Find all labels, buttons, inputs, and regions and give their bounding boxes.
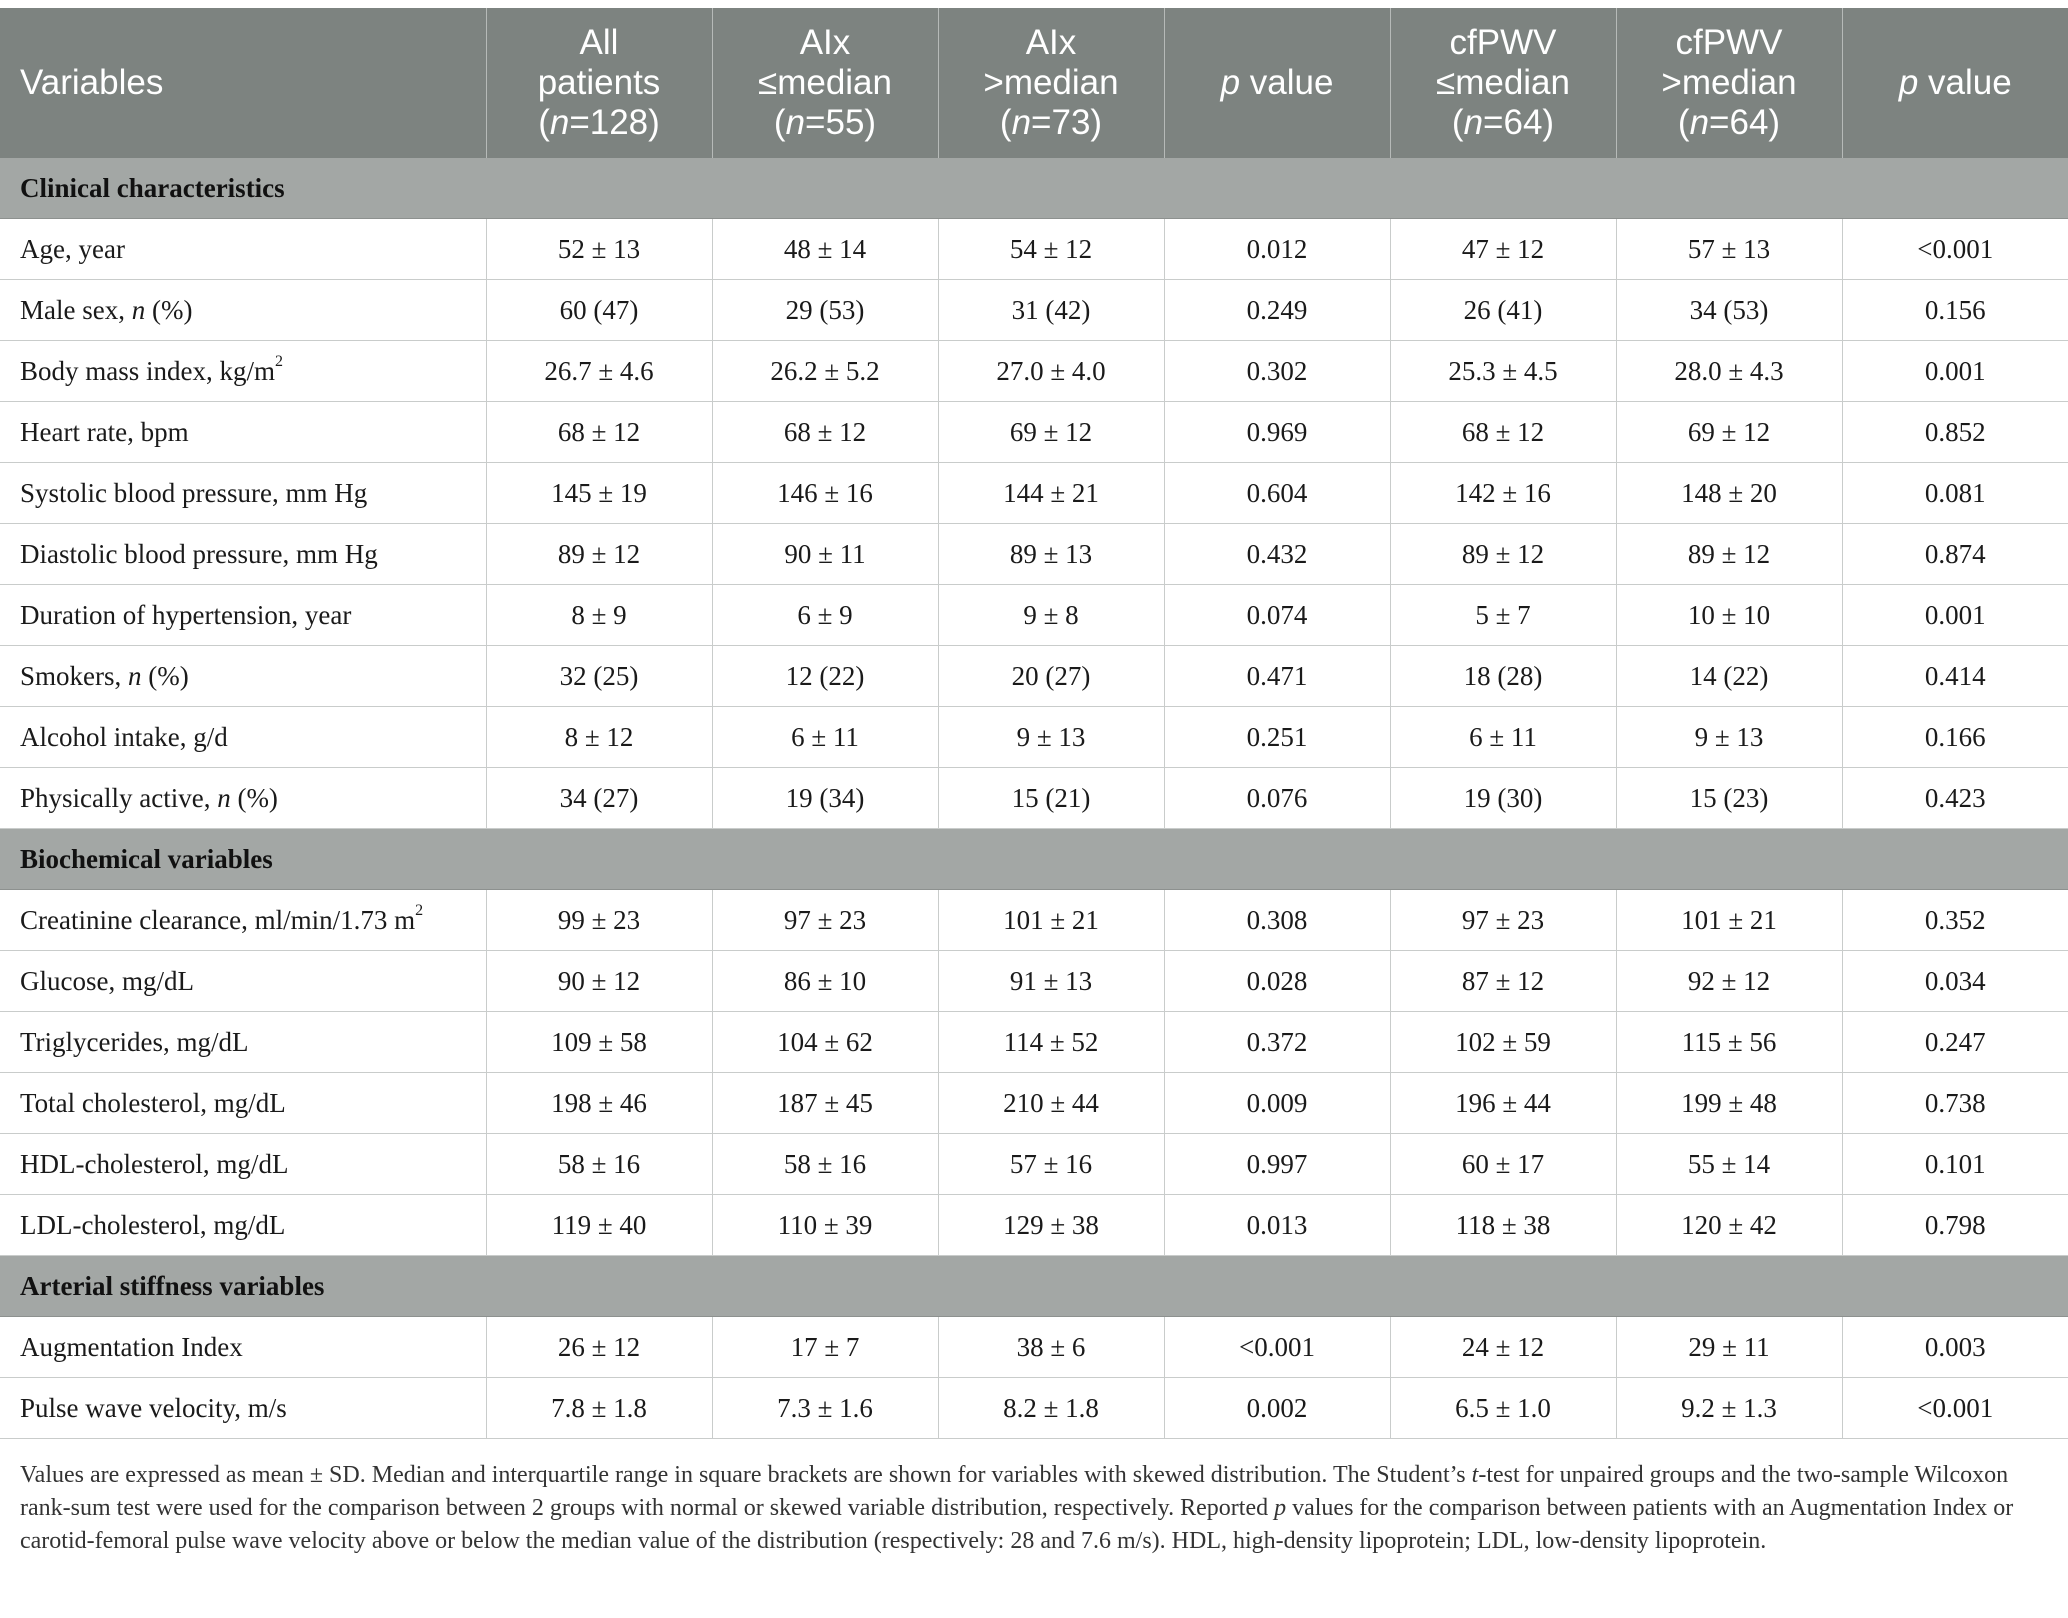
- table-cell: 32 (25): [486, 646, 712, 707]
- table-cell: 210 ± 44: [938, 1073, 1164, 1134]
- row-label: Male sex, n (%): [0, 280, 486, 341]
- table-row: [0, 1012, 2068, 1073]
- table-cell: 7.8 ± 1.8: [486, 1378, 712, 1439]
- table-cell: 0.997: [1164, 1134, 1390, 1195]
- table-cell: 0.874: [1842, 524, 2068, 585]
- table-cell: 69 ± 12: [1616, 402, 1842, 463]
- table-cell: 17 ± 7: [712, 1317, 938, 1378]
- header-variables: Variables: [0, 8, 486, 158]
- table-cell: 38 ± 6: [938, 1317, 1164, 1378]
- section-header-row: [0, 829, 2068, 890]
- table-cell: 114 ± 52: [938, 1012, 1164, 1073]
- header-aix-high: AIx >median (n=73): [938, 8, 1164, 158]
- table-cell: 0.308: [1164, 890, 1390, 951]
- row-label: HDL-cholesterol, mg/dL: [0, 1134, 486, 1195]
- table-row: [0, 1317, 2068, 1378]
- table-cell: 97 ± 23: [1390, 890, 1616, 951]
- table-cell: 89 ± 13: [938, 524, 1164, 585]
- table-cell: 60 (47): [486, 280, 712, 341]
- table-cell: 142 ± 16: [1390, 463, 1616, 524]
- table-cell: 10 ± 10: [1616, 585, 1842, 646]
- table-cell: 6 ± 9: [712, 585, 938, 646]
- table-cell: 101 ± 21: [938, 890, 1164, 951]
- table-row: [0, 951, 2068, 1012]
- table-cell: 6 ± 11: [712, 707, 938, 768]
- table-container: [0, 8, 2068, 1439]
- table-cell: 29 ± 11: [1616, 1317, 1842, 1378]
- table-cell: 34 (27): [486, 768, 712, 829]
- table-cell: 5 ± 7: [1390, 585, 1616, 646]
- table-cell: 0.302: [1164, 341, 1390, 402]
- row-label: Pulse wave velocity, m/s: [0, 1378, 486, 1439]
- table-cell: 68 ± 12: [1390, 402, 1616, 463]
- row-label: Triglycerides, mg/dL: [0, 1012, 486, 1073]
- table-cell: 26 (41): [1390, 280, 1616, 341]
- table-row: [0, 341, 2068, 402]
- table-row: [0, 1195, 2068, 1256]
- table-row: [0, 1378, 2068, 1439]
- table-cell: 118 ± 38: [1390, 1195, 1616, 1256]
- table-cell: 6.5 ± 1.0: [1390, 1378, 1616, 1439]
- table-cell: 199 ± 48: [1616, 1073, 1842, 1134]
- table-cell: 144 ± 21: [938, 463, 1164, 524]
- row-label: Duration of hypertension, year: [0, 585, 486, 646]
- table-cell: 57 ± 13: [1616, 219, 1842, 280]
- row-label: Alcohol intake, g/d: [0, 707, 486, 768]
- section-header-row: [0, 1256, 2068, 1317]
- table-cell: 7.3 ± 1.6: [712, 1378, 938, 1439]
- table-cell: 0.001: [1842, 341, 2068, 402]
- table-cell: <0.001: [1164, 1317, 1390, 1378]
- table-cell: 0.101: [1842, 1134, 2068, 1195]
- header-aix-low: AIx ≤median (n=55): [712, 8, 938, 158]
- table-cell: 0.012: [1164, 219, 1390, 280]
- table-cell: 0.081: [1842, 463, 2068, 524]
- table-row: [0, 890, 2068, 951]
- header-all-patients: All patients (n=128): [486, 8, 712, 158]
- row-label: Systolic blood pressure, mm Hg: [0, 463, 486, 524]
- table-cell: 29 (53): [712, 280, 938, 341]
- table-cell: 0.249: [1164, 280, 1390, 341]
- section-header-row: [0, 158, 2068, 219]
- table-cell: 48 ± 14: [712, 219, 938, 280]
- table-cell: 104 ± 62: [712, 1012, 938, 1073]
- table-cell: 0.034: [1842, 951, 2068, 1012]
- table-cell: 34 (53): [1616, 280, 1842, 341]
- table-row: [0, 707, 2068, 768]
- table-row: [0, 402, 2068, 463]
- table-cell: 120 ± 42: [1616, 1195, 1842, 1256]
- table-cell: 47 ± 12: [1390, 219, 1616, 280]
- table-cell: 0.251: [1164, 707, 1390, 768]
- table-cell: 19 (30): [1390, 768, 1616, 829]
- table-cell: <0.001: [1842, 219, 2068, 280]
- table-cell: 8 ± 9: [486, 585, 712, 646]
- table-row: [0, 1073, 2068, 1134]
- table-cell: 110 ± 39: [712, 1195, 938, 1256]
- table-cell: 119 ± 40: [486, 1195, 712, 1256]
- table-cell: 0.738: [1842, 1073, 2068, 1134]
- table-cell: 148 ± 20: [1616, 463, 1842, 524]
- table-cell: 9 ± 13: [938, 707, 1164, 768]
- table-cell: 90 ± 11: [712, 524, 938, 585]
- table-cell: 27.0 ± 4.0: [938, 341, 1164, 402]
- table-row: [0, 768, 2068, 829]
- row-label: Diastolic blood pressure, mm Hg: [0, 524, 486, 585]
- table-cell: 198 ± 46: [486, 1073, 712, 1134]
- table-cell: 0.076: [1164, 768, 1390, 829]
- table-cell: 0.247: [1842, 1012, 2068, 1073]
- table-cell: 26.7 ± 4.6: [486, 341, 712, 402]
- table-cell: 0.009: [1164, 1073, 1390, 1134]
- table-cell: 58 ± 16: [486, 1134, 712, 1195]
- row-label: Heart rate, bpm: [0, 402, 486, 463]
- table-row: [0, 463, 2068, 524]
- table-cell: 0.432: [1164, 524, 1390, 585]
- table-cell: 187 ± 45: [712, 1073, 938, 1134]
- table-cell: 86 ± 10: [712, 951, 938, 1012]
- table-row: [0, 585, 2068, 646]
- table-cell: 14 (22): [1616, 646, 1842, 707]
- table-cell: 55 ± 14: [1616, 1134, 1842, 1195]
- table-row: [0, 1134, 2068, 1195]
- table-cell: 0.001: [1842, 585, 2068, 646]
- table-cell: 9 ± 13: [1616, 707, 1842, 768]
- table-cell: 8 ± 12: [486, 707, 712, 768]
- table-cell: 68 ± 12: [486, 402, 712, 463]
- table-cell: 8.2 ± 1.8: [938, 1378, 1164, 1439]
- table-cell: 129 ± 38: [938, 1195, 1164, 1256]
- table-cell: 87 ± 12: [1390, 951, 1616, 1012]
- table-cell: 60 ± 17: [1390, 1134, 1616, 1195]
- row-label: Age, year: [0, 219, 486, 280]
- row-label: Glucose, mg/dL: [0, 951, 486, 1012]
- table-cell: 99 ± 23: [486, 890, 712, 951]
- table-cell: 69 ± 12: [938, 402, 1164, 463]
- table-cell: 9 ± 8: [938, 585, 1164, 646]
- table-cell: 0.156: [1842, 280, 2068, 341]
- table-cell: 26 ± 12: [486, 1317, 712, 1378]
- table-cell: 0.013: [1164, 1195, 1390, 1256]
- table-cell: 97 ± 23: [712, 890, 938, 951]
- table-cell: 26.2 ± 5.2: [712, 341, 938, 402]
- table-cell: 196 ± 44: [1390, 1073, 1616, 1134]
- section-title: Biochemical variables: [0, 829, 2068, 890]
- table-cell: 0.352: [1842, 890, 2068, 951]
- table-footnote: Values are expressed as mean ± SD. Median and interquartile range in square brackets are shown for variables with skewed distribution. The Student’s t-test for unpaired groups and the two-sample Wilcoxon rank-sum test were used for the comparison between 2 groups with normal or skewed variable distribution, respectively. Reported p values for the comparison between patients with an Augmentation Index or carotid-femoral pulse wave velocity above or below the median value of the distribution (respectively: 28 and 7.6 m/s). HDL, high-density lipoprotein; LDL, low-density lipoprotein.: [20, 1462, 2014, 1554]
- table-cell: 146 ± 16: [712, 463, 938, 524]
- table-cell: 57 ± 16: [938, 1134, 1164, 1195]
- row-label: Physically active, n (%): [0, 768, 486, 829]
- header-p-value-pwv: p value: [1842, 8, 2068, 158]
- header-pwv-low: cfPWV ≤median (n=64): [1390, 8, 1616, 158]
- section-title: Clinical characteristics: [0, 158, 2068, 219]
- table-row: [0, 280, 2068, 341]
- row-label: Total cholesterol, mg/dL: [0, 1073, 486, 1134]
- table-cell: 0.604: [1164, 463, 1390, 524]
- table-cell: 0.969: [1164, 402, 1390, 463]
- table-cell: 25.3 ± 4.5: [1390, 341, 1616, 402]
- header-pwv-high: cfPWV >median (n=64): [1616, 8, 1842, 158]
- table-cell: 18 (28): [1390, 646, 1616, 707]
- table-cell: <0.001: [1842, 1378, 2068, 1439]
- table-cell: 115 ± 56: [1616, 1012, 1842, 1073]
- patient-characteristics-table: [0, 8, 2068, 1439]
- table-cell: 0.372: [1164, 1012, 1390, 1073]
- table-cell: 0.166: [1842, 707, 2068, 768]
- header-p-value-aix: p value: [1164, 8, 1390, 158]
- table-cell: 15 (21): [938, 768, 1164, 829]
- table-cell: 102 ± 59: [1390, 1012, 1616, 1073]
- table-cell: 89 ± 12: [1390, 524, 1616, 585]
- section-title: Arterial stiffness variables: [0, 1256, 2068, 1317]
- row-label: Creatinine clearance, ml/min/1.73 $m^2$: [0, 890, 486, 951]
- row-label: Body mass index, $kg/m^2$: [0, 341, 486, 402]
- row-label: Smokers, n (%): [0, 646, 486, 707]
- table-cell: 15 (23): [1616, 768, 1842, 829]
- table-cell: 0.074: [1164, 585, 1390, 646]
- table-cell: 89 ± 12: [486, 524, 712, 585]
- row-label: LDL-cholesterol, mg/dL: [0, 1195, 486, 1256]
- table-row: [0, 646, 2068, 707]
- table-cell: 90 ± 12: [486, 951, 712, 1012]
- table-cell: 6 ± 11: [1390, 707, 1616, 768]
- table-cell: 0.003: [1842, 1317, 2068, 1378]
- table-cell: 101 ± 21: [1616, 890, 1842, 951]
- table-cell: 20 (27): [938, 646, 1164, 707]
- table-cell: 54 ± 12: [938, 219, 1164, 280]
- table-cell: 145 ± 19: [486, 463, 712, 524]
- row-label: Augmentation Index: [0, 1317, 486, 1378]
- table-row: [0, 219, 2068, 280]
- table-cell: 0.798: [1842, 1195, 2068, 1256]
- table-cell: 92 ± 12: [1616, 951, 1842, 1012]
- table-cell: 0.414: [1842, 646, 2068, 707]
- table-cell: 89 ± 12: [1616, 524, 1842, 585]
- table-cell: 28.0 ± 4.3: [1616, 341, 1842, 402]
- table-cell: 0.002: [1164, 1378, 1390, 1439]
- table-cell: 12 (22): [712, 646, 938, 707]
- table-cell: 9.2 ± 1.3: [1616, 1378, 1842, 1439]
- table-cell: 19 (34): [712, 768, 938, 829]
- table-header: [0, 8, 2068, 158]
- table-cell: 52 ± 13: [486, 219, 712, 280]
- table-row: [0, 524, 2068, 585]
- table-cell: 109 ± 58: [486, 1012, 712, 1073]
- table-cell: 58 ± 16: [712, 1134, 938, 1195]
- table-cell: 91 ± 13: [938, 951, 1164, 1012]
- table-cell: 0.471: [1164, 646, 1390, 707]
- table-cell: 68 ± 12: [712, 402, 938, 463]
- table-cell: 24 ± 12: [1390, 1317, 1616, 1378]
- table-body: [0, 158, 2068, 1439]
- table-cell: 0.423: [1842, 768, 2068, 829]
- table-cell: 0.852: [1842, 402, 2068, 463]
- table-cell: 0.028: [1164, 951, 1390, 1012]
- table-cell: 31 (42): [938, 280, 1164, 341]
